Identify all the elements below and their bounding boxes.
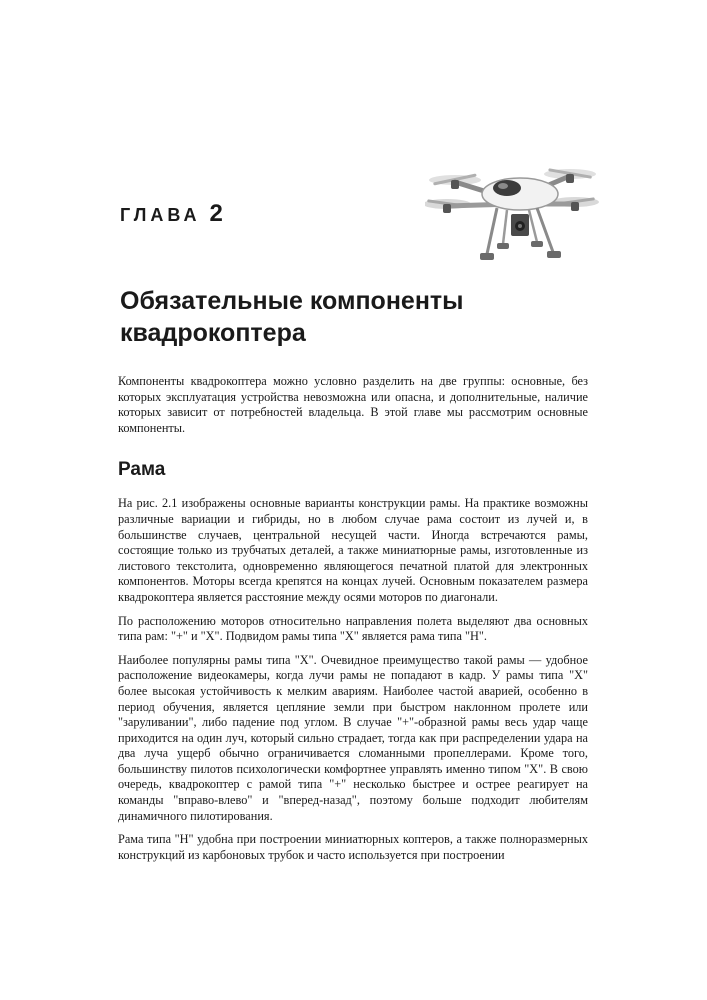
page-content (118, 374, 588, 871)
body-paragraph-1: На рис. 2.1 изображены основные варианты конструкции рамы. На практике возможны различные вариации и гибриды, но в любом случае рама состоит из лучей и, в большинстве случаев, центральной несущей части. Иногда встречаются рамы, состоящие только из трубчатых деталей, а также миниатюрные рамы, изготовленные из листового текстолита, одновременно являющегося печатной платой для электронных компонентов. Моторы всегда крепятся на концах лучей. Основным показателем размера квадрокоптера является расстояние между осями моторов по диагонали. (118, 496, 588, 604)
intro-paragraph: Компоненты квадрокоптера можно условно разделить на две группы: основные, без которых эксплуатация устройства невозможна или опасна, и дополнительные, наличие которых зависит от потребностей владельца. В этой главе мы рассмотрим основные компоненты. (118, 374, 588, 435)
chapter-word: ГЛАВА (120, 205, 201, 225)
chapter-title-line1: Обязательные компоненты (120, 287, 464, 315)
body-paragraph-2: По расположению моторов относительно направления полета выделяют два основных типа рам: "+" и "X". Подвидом рамы типа "X" является рама типа "H". (118, 613, 588, 644)
chapter-label (120, 200, 223, 228)
chapter-title (120, 285, 590, 349)
section-heading: Рама (118, 459, 166, 481)
chapter-number: 2 (209, 200, 223, 227)
quadcopter-illustration (425, 152, 600, 272)
body-paragraph-4: Рама типа "H" удобна при построении миниатюрных коптеров, а также полноразмерных конструкций из карбоновых трубок и часто используется при построении (118, 832, 588, 862)
body-paragraph-3: Наиболее популярны рамы типа "X". Очевидное преимущество такой рамы — удобное расположение видеокамеры, когда лучи рамы не попадают в кадр. У рамы типа "X" более высокая устойчивость к мелким авариям. Наиболее частой аварией, особенно в период обучения, является цепляние земли при быстром наклонном пролете или "заруливании", либо падение под углом. В случае "+"-образной рамы весь удар чаще приходится на один луч, который сильно страдает, тогда как при распределении удара на два луча ущерб обычно ограничивается сломанными пропеллерами. Кроме того, большинству пилотов психологически комфортнее управлять именно типом "X". В свою очередь, квадрокоптер с рамой типа "+" несколько быстрее и острее реагирует на команды "вправо-влево" и "вперед-назад", поэтому больше подходит любителям динамичного пилотирования. (118, 652, 588, 823)
chapter-title-line2: квадрокоптера (120, 319, 306, 347)
